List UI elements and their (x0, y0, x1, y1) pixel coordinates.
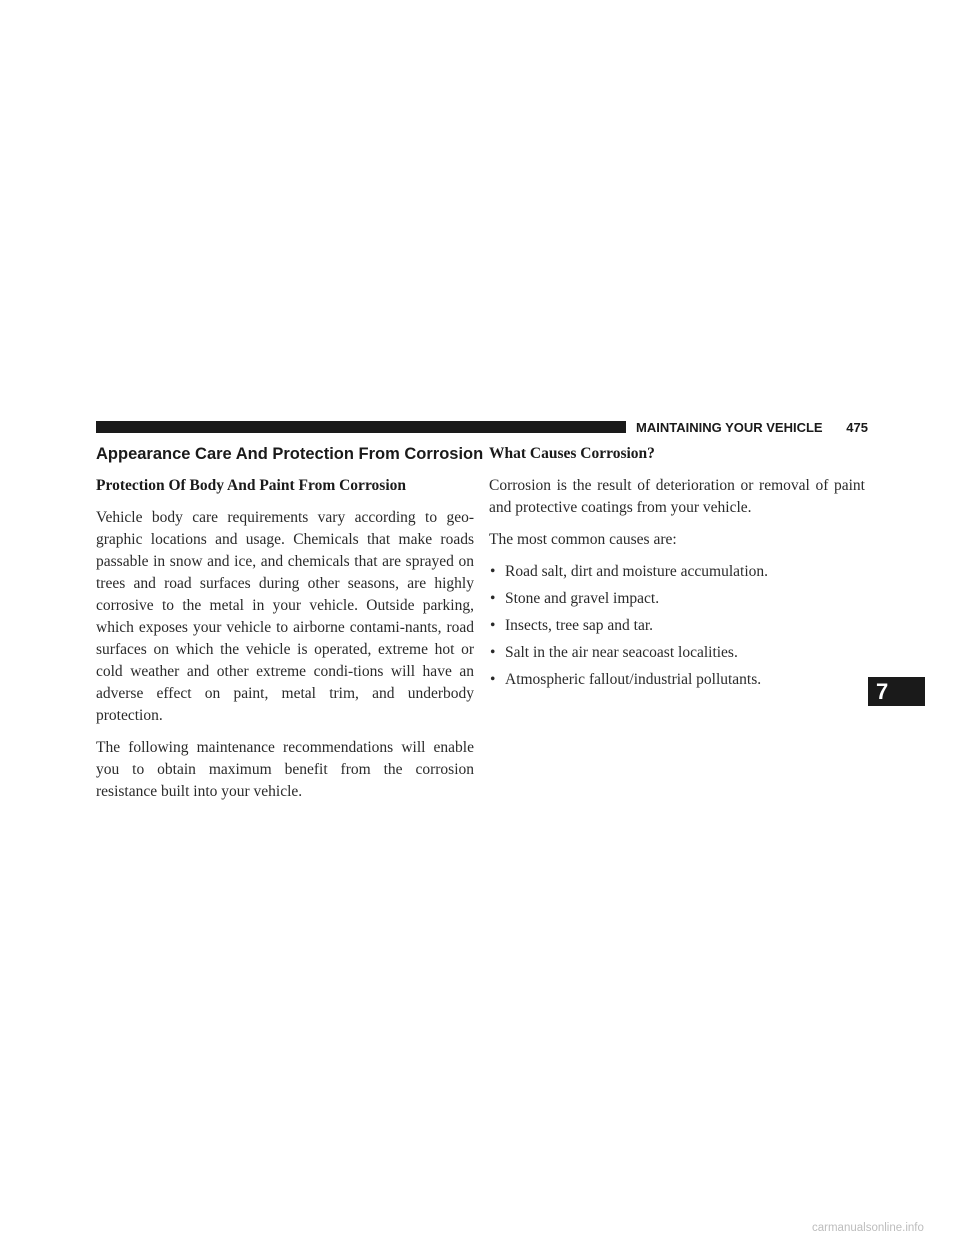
bullet-glyph: • (490, 590, 496, 607)
list-item-text: Salt in the air near seacoast localities. (505, 644, 738, 661)
list-item (489, 588, 865, 610)
subsection-title-causes: What Causes Corrosion? (489, 445, 655, 462)
section-title: Appearance Care And Protection From Corrosion (96, 445, 484, 463)
header-section-title: MAINTAINING YOUR VEHICLE (636, 419, 823, 435)
list-item-text: Insects, tree sap and tar. (505, 617, 654, 634)
right-column (489, 438, 865, 696)
list-item (489, 615, 865, 637)
list-item (489, 669, 865, 691)
causes-list (489, 561, 865, 691)
paragraph-corrosion-definition: Corrosion is the result of deterioration or removal of paint and protective coatings from your vehicle. (489, 477, 865, 516)
subsection-title-protection: Protection Of Body And Paint From Corrosion (96, 477, 406, 494)
chapter-tab: 7 (868, 677, 925, 706)
paragraph-common-causes: The most common causes are: (489, 531, 677, 548)
header-rule (96, 421, 626, 433)
list-item (489, 561, 865, 583)
left-column (96, 438, 484, 813)
page-number: 475 (846, 419, 868, 435)
bullet-glyph: • (490, 644, 496, 661)
bullet-glyph: • (490, 617, 496, 634)
list-item (489, 642, 865, 664)
paragraph-body-care: Vehicle body care requirements vary according to geo-graphic locations and usage. Chemicals that make roads passable in snow and ice, and chemicals that are sprayed on trees and road surfaces during other seasons, are highly corrosive to the metal in your vehicle. Outside parking, which exposes your vehicle to airborne contami-nants, road surfaces on which the vehicle is operated, extreme hot or cold weather and other extreme condi-tions will have an adverse effect on paint, metal trim, and underbody protection. (96, 509, 474, 724)
watermark: carmanualsonline.info (812, 1222, 924, 1234)
list-item-text: Atmospheric fallout/industrial pollutants. (505, 671, 762, 688)
list-item-text: Stone and gravel impact. (505, 590, 660, 607)
running-header (636, 418, 868, 436)
list-item-text: Road salt, dirt and moisture accumulation. (505, 563, 769, 580)
paragraph-recommendations: The following maintenance recommendations will enable you to obtain maximum benefit from the corrosion resistance built into your vehicle. (96, 739, 474, 800)
bullet-glyph: • (490, 563, 496, 580)
bullet-glyph: • (490, 671, 496, 688)
